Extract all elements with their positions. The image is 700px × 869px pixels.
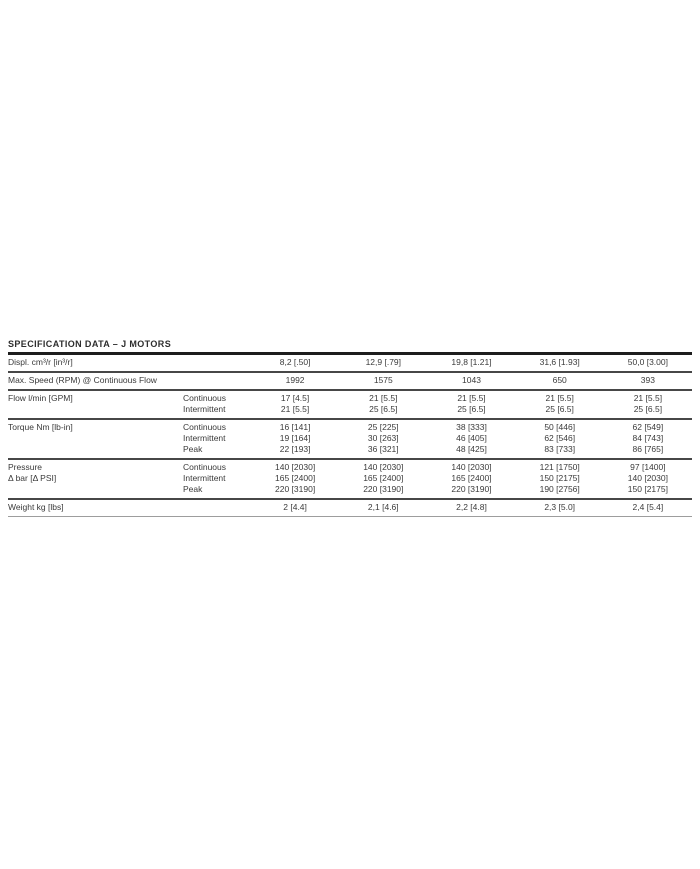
value-cell: 165 [2400]: [451, 473, 492, 483]
value-cell: 62 [549]: [632, 422, 664, 432]
condition-label: Continuous: [183, 422, 227, 432]
value-cell: 140 [2030]: [363, 462, 404, 472]
value-cell: 21 [5.5]: [280, 404, 310, 414]
value-cell: 86 [765]: [632, 444, 664, 454]
table-bottom-rule: [8, 516, 692, 517]
value-cell: 2,1 [4.6]: [367, 502, 399, 512]
value-cell: 25 [6.5]: [633, 404, 663, 414]
param-label: Δ bar [Δ PSI]: [8, 473, 57, 483]
param-label: Weight kg [lbs]: [8, 502, 64, 512]
value-cell: 19,8 [1.21]: [451, 357, 492, 367]
value-cell: 25 [6.5]: [369, 404, 398, 414]
param-label: Pressure: [8, 462, 43, 472]
value-cell: 2 [4.4]: [283, 502, 307, 512]
value-cell: 46 [405]: [456, 433, 487, 443]
value-cell: 165 [2400]: [275, 473, 316, 483]
value-cell: 50,0 [3.00]: [627, 357, 668, 367]
section-title: SPECIFICATION DATA – J MOTORS: [8, 339, 172, 349]
table-row: [8, 393, 692, 404]
value-cell: 30 [263]: [367, 433, 399, 443]
value-cell: 1575: [373, 375, 393, 385]
section-pressure: [8, 460, 692, 498]
condition-label: Intermittent: [183, 404, 226, 414]
value-cell: 165 [2400]: [363, 473, 404, 483]
section-torque: [8, 420, 692, 458]
value-cell: 12,9 [.79]: [365, 357, 402, 367]
value-cell: 140 [2030]: [275, 462, 316, 472]
value-cell: 48 [425]: [456, 444, 487, 454]
value-cell: 17 [4.5]: [280, 393, 310, 403]
condition-label: Peak: [183, 444, 203, 454]
condition-label: Continuous: [183, 462, 227, 472]
value-cell: 140 [2030]: [451, 462, 492, 472]
table-row: [8, 462, 692, 473]
value-cell: 38 [333]: [456, 422, 487, 432]
spec-table: [8, 339, 692, 517]
value-cell: 84 [743]: [632, 433, 664, 443]
section-max-speed: [8, 373, 692, 389]
value-cell: 220 [3190]: [363, 484, 404, 494]
value-cell: 97 [1400]: [630, 462, 666, 472]
table-row: [8, 375, 692, 386]
table-row: [8, 422, 692, 433]
value-cell: 36 [321]: [367, 444, 399, 454]
value-cell: 2,3 [5.0]: [544, 502, 576, 512]
value-cell: 1043: [462, 375, 481, 385]
value-cell: 21 [5.5]: [633, 393, 663, 403]
table-row: [8, 484, 692, 495]
table-row: [8, 357, 692, 368]
value-cell: 25 [6.5]: [545, 404, 574, 414]
value-cell: 62 [546]: [544, 433, 576, 443]
value-cell: 19 [164]: [279, 433, 311, 443]
value-cell: 150 [2175]: [627, 484, 668, 494]
table-row: [8, 404, 692, 415]
table-row: [8, 502, 692, 513]
value-cell: 220 [3190]: [275, 484, 316, 494]
section-displacement: [8, 355, 692, 371]
condition-label: Intermittent: [183, 473, 226, 483]
condition-label: Intermittent: [183, 433, 226, 443]
value-cell: 150 [2175]: [539, 473, 580, 483]
value-cell: 1992: [285, 375, 305, 385]
condition-label: Peak: [183, 484, 203, 494]
param-label: Torque Nm [lb-in]: [8, 422, 73, 432]
param-label: Flow l/min [GPM]: [8, 393, 73, 403]
value-cell: 21 [5.5]: [545, 393, 574, 403]
value-cell: 16 [141]: [279, 422, 311, 432]
value-cell: 2,2 [4.8]: [456, 502, 487, 512]
value-cell: 21 [5.5]: [457, 393, 486, 403]
value-cell: 25 [225]: [367, 422, 399, 432]
value-cell: 393: [640, 375, 655, 385]
value-cell: 50 [446]: [544, 422, 576, 432]
value-cell: 83 [733]: [544, 444, 576, 454]
section-flow: [8, 391, 692, 418]
table-row: [8, 473, 692, 484]
value-cell: 190 [2756]: [539, 484, 580, 494]
value-cell: 2,4 [5.4]: [632, 502, 664, 512]
value-cell: 31,6 [1.93]: [539, 357, 580, 367]
value-cell: 220 [3190]: [451, 484, 492, 494]
section-weight: [8, 500, 692, 516]
value-cell: 140 [2030]: [627, 473, 668, 483]
value-cell: 25 [6.5]: [457, 404, 486, 414]
param-label: Max. Speed (RPM) @ Continuous Flow: [8, 375, 157, 385]
param-label: Displ. cm³/r [in³/r]: [8, 357, 73, 367]
condition-label: Continuous: [183, 393, 227, 403]
value-cell: 650: [552, 375, 567, 385]
value-cell: 121 [1750]: [539, 462, 580, 472]
value-cell: 8,2 [.50]: [279, 357, 311, 367]
value-cell: 21 [5.5]: [369, 393, 398, 403]
value-cell: 22 [193]: [279, 444, 311, 454]
table-row: [8, 444, 692, 455]
table-row: [8, 433, 692, 444]
